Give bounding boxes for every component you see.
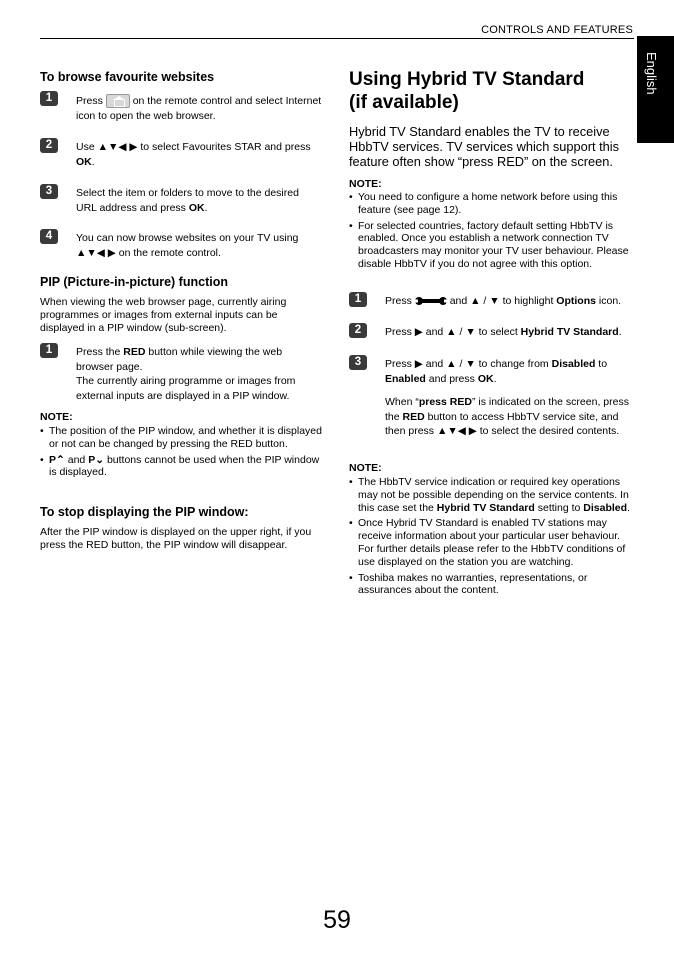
stop-text: After the PIP window is displayed on the upper right, if you press the RED button, the PIP window will disappear. bbox=[40, 526, 312, 551]
step-badge: 4 bbox=[40, 229, 58, 244]
note-label: NOTE: bbox=[349, 462, 382, 474]
hybrid-step-3: Press ▶ and ▲ / ▼ to change from Disabled to Enabled and press OK. bbox=[385, 358, 608, 385]
page-title: Using Hybrid TV Standard (if available) bbox=[349, 69, 585, 113]
hybrid-step-2: Press ▶ and ▲ / ▼ to select Hybrid TV Standard. bbox=[385, 326, 622, 338]
step-badge: 3 bbox=[349, 355, 367, 370]
step-badge: 2 bbox=[349, 323, 367, 338]
section-header: CONTROLS AND FEATURES bbox=[481, 24, 633, 36]
fav-step-1: Press on the remote control and select Internet icon to open the web browser. bbox=[76, 95, 322, 122]
note-label: NOTE: bbox=[349, 178, 382, 190]
pip-intro: When viewing the web browser page, currently airing programmes or images from external inputs can be displayed in a PIP window (sub-screen). bbox=[40, 296, 287, 334]
hybrid-step-1: Press and ▲ / ▼ to highlight Options icon. bbox=[385, 295, 622, 307]
page-number: 59 bbox=[323, 906, 351, 934]
header-rule bbox=[40, 38, 634, 39]
pip-heading: PIP (Picture-in-picture) function bbox=[40, 275, 228, 289]
step-badge: 3 bbox=[40, 184, 58, 199]
hybrid-notes-top bbox=[349, 191, 635, 274]
home-icon bbox=[106, 94, 130, 108]
note-item: • Once Hybrid TV Standard is enabled TV stations may receive information about your particular user behaviour. For further details please refer to the HbbTV conditions of use displayed on the station you are watching. bbox=[349, 517, 635, 568]
fav-step-4: You can now browse websites on your TV using ▲▼◀ ▶ on the remote control. bbox=[76, 232, 299, 259]
step-badge: 1 bbox=[40, 343, 58, 358]
fav-step-3: Select the item or folders to move to the desired URL address and press OK. bbox=[76, 187, 299, 214]
hybrid-notes-bottom bbox=[349, 476, 635, 600]
note-item: • You need to configure a home network before using this feature (see page 12). bbox=[349, 191, 635, 217]
note-item: • P⌃ and P⌄ buttons cannot be used when the PIP window is displayed. bbox=[40, 454, 322, 480]
stop-heading: To stop displaying the PIP window: bbox=[40, 505, 249, 519]
press-red-info: When “press RED” is indicated on the screen, press the RED button to access HbbTV service site, and then press ▲▼◀ ▶ to select the desired contents. bbox=[385, 396, 629, 437]
language-tab-label: English bbox=[644, 52, 659, 95]
pip-step-1: Press the RED button while viewing the web browser page. The currently airing programme or images from external inputs are displayed in a PIP window. bbox=[76, 346, 296, 402]
wrench-icon bbox=[415, 295, 447, 307]
step-badge: 1 bbox=[349, 292, 367, 307]
fav-heading: To browse favourite websites bbox=[40, 70, 215, 84]
note-item: • The HbbTV service indication or required key operations may not be possible depending on the service contents. In this case set the Hybrid TV Standard setting to Disabled. bbox=[349, 476, 635, 514]
fav-step-2: Use ▲▼◀ ▶ to select Favourites STAR and press OK. bbox=[76, 141, 311, 168]
hybrid-intro: Hybrid TV Standard enables the TV to receive HbbTV services. TV services which support this feature often show “press RED” on the screen. bbox=[349, 124, 620, 169]
language-tab bbox=[637, 36, 674, 143]
step-badge: 2 bbox=[40, 138, 58, 153]
note-item: • The position of the PIP window, and whether it is displayed or not can be changed by pressing the RED button. bbox=[40, 425, 322, 451]
note-item: • For selected countries, factory default setting HbbTV is enabled. Once you establish a network connection TV broadcasters may monitor your TV user behaviour. Please disable HbbTV if you do not agree with this option. bbox=[349, 220, 635, 271]
step-badge: 1 bbox=[40, 91, 58, 106]
note-label: NOTE: bbox=[40, 411, 73, 423]
pip-notes bbox=[40, 425, 322, 482]
note-item: • Toshiba makes no warranties, representations, or assurances about the content. bbox=[349, 572, 635, 598]
